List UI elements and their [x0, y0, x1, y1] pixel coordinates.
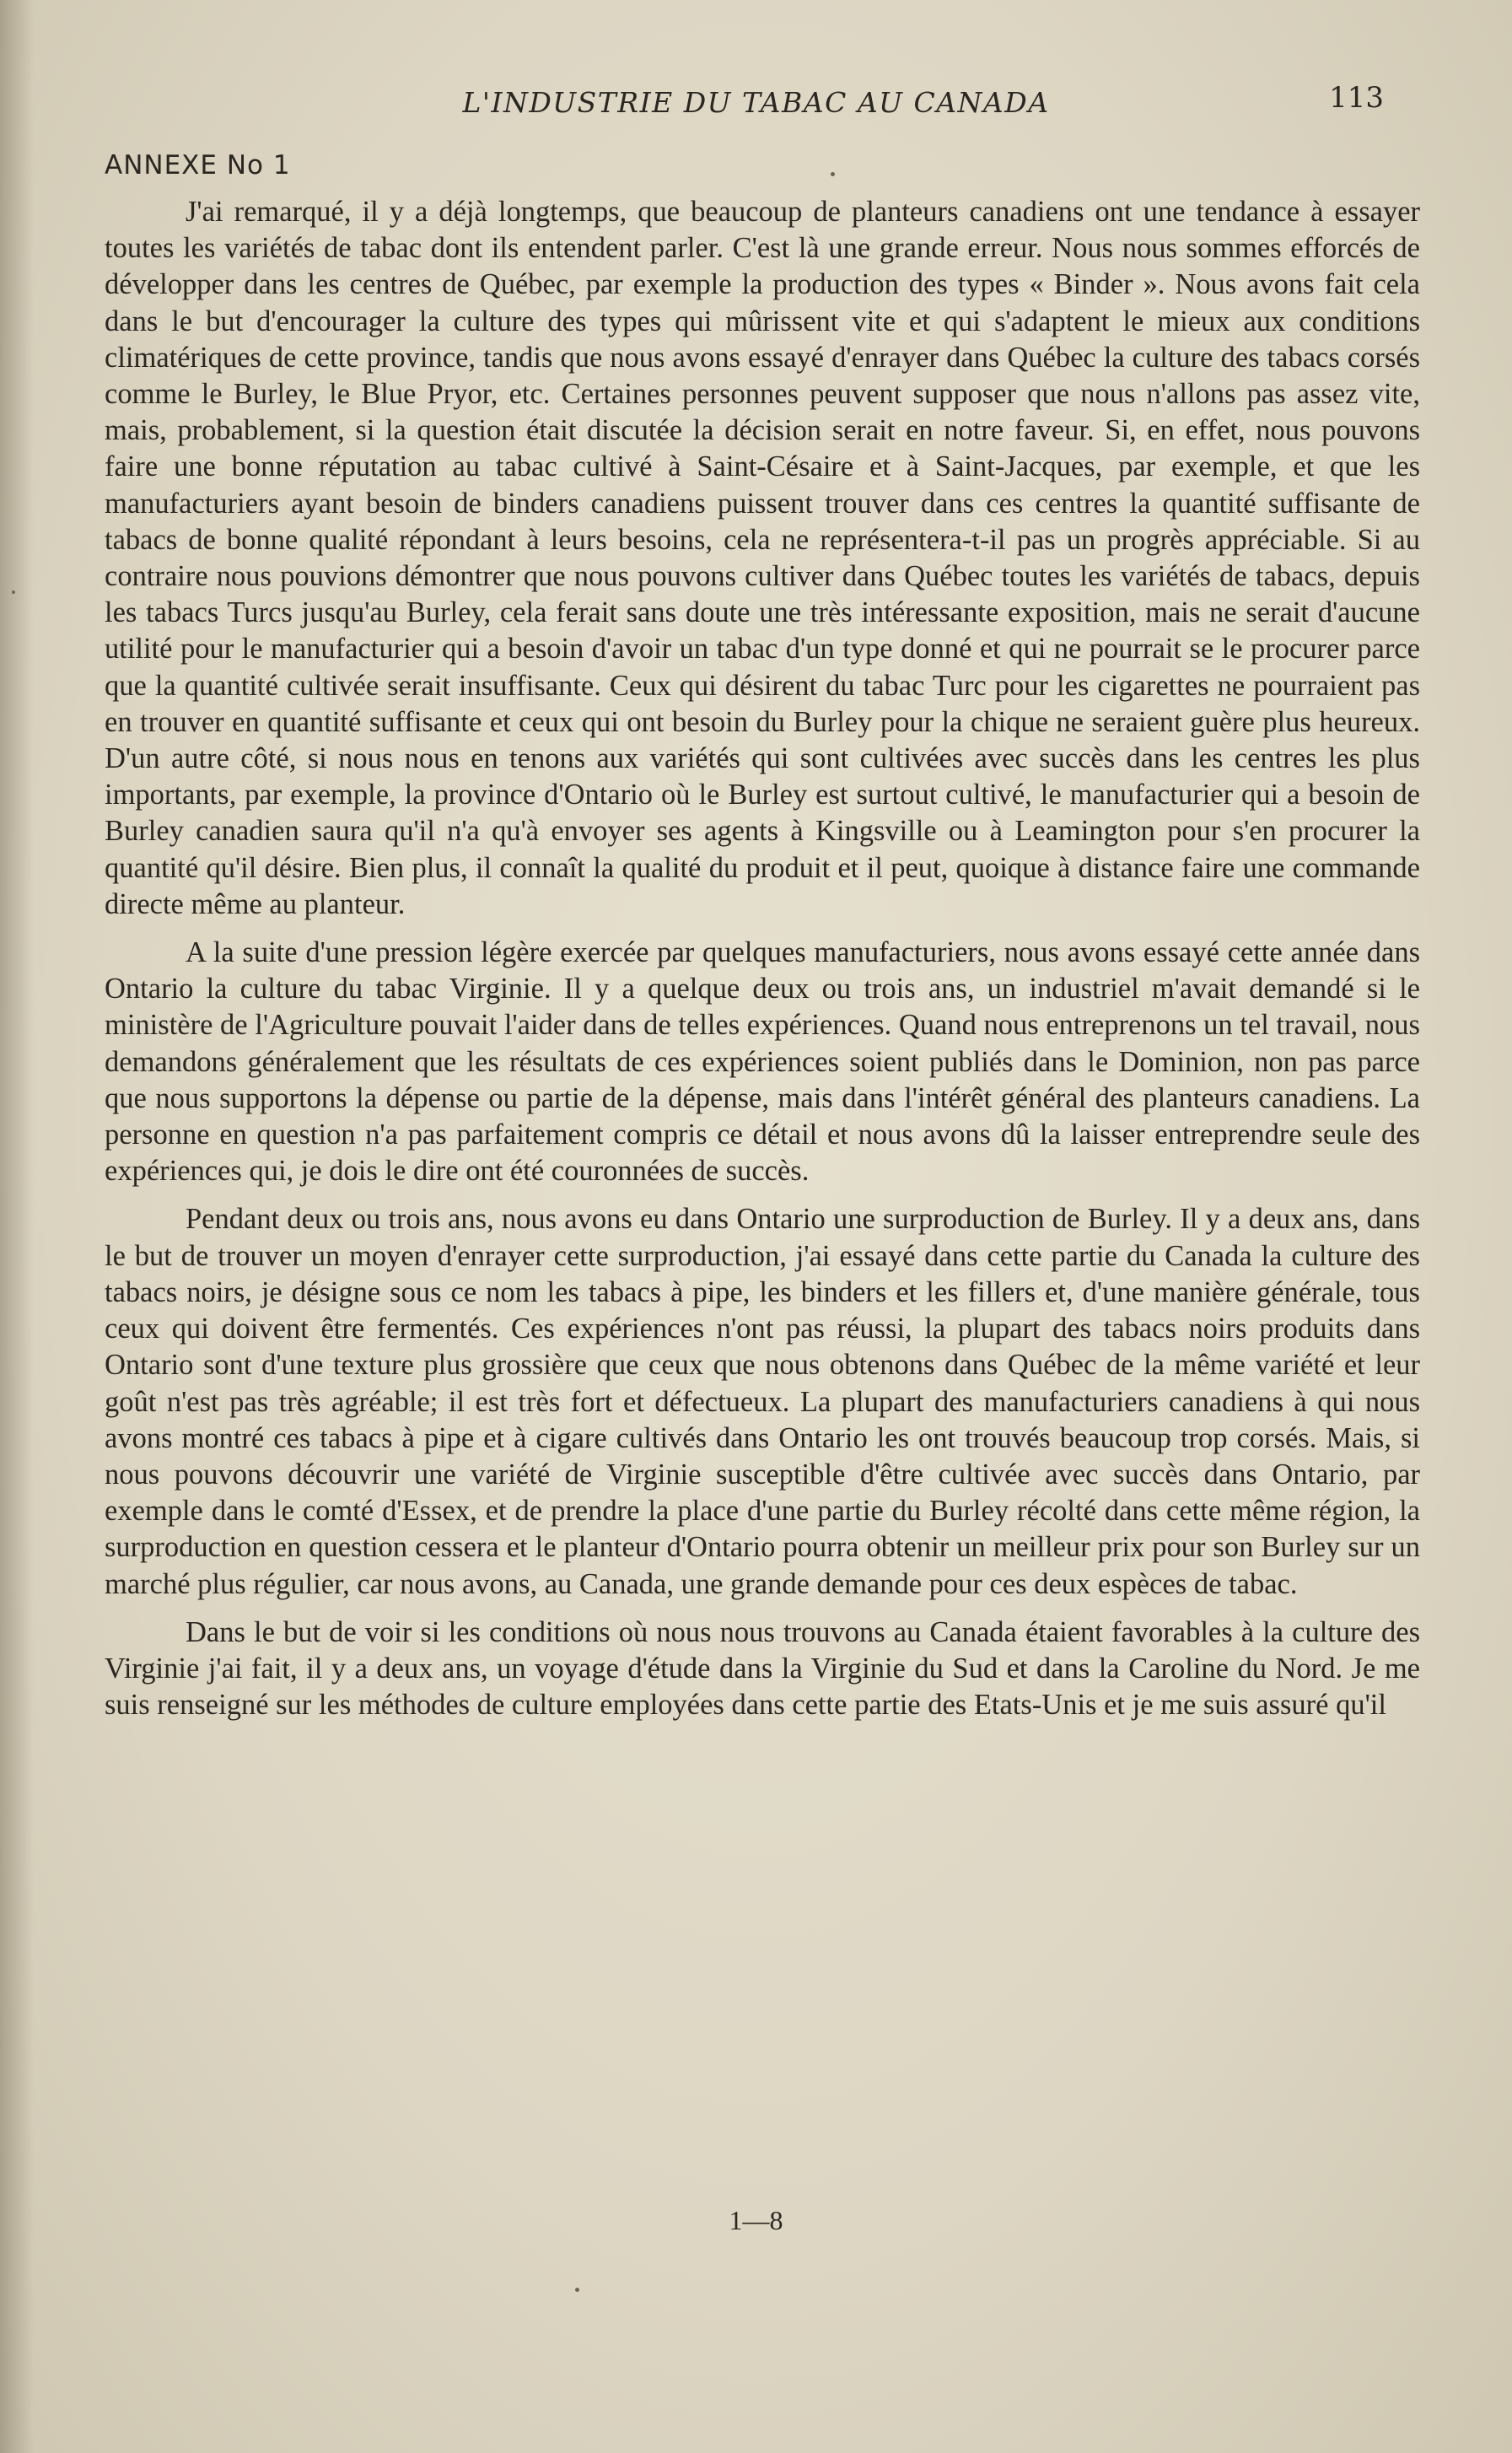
annex-heading: ANNEXE No 1: [105, 150, 291, 181]
signature-mark: 1—8: [729, 2205, 783, 2235]
speck-mark: [12, 590, 15, 594]
paragraph: Pendant deux ou trois ans, nous avons eu dans Ontario une surproduction de Burley. Il y a deux ans, dans le but de trouver un moyen d'enrayer cette surproduction, j'ai essayé dans cette partie du Canada la culture des tabacs noirs, je désigne sous ce nom les tabacs à pipe, les binders et les fillers et, d'une manière générale, tous ceux qui doivent être fermentés. Ces expériences n'ont pas réussi, la plupart des tabacs noirs produits dans Ontario sont d'une texture plus grossière que ceux que nous obtenons dans Québec de la même variété et leur goût n'est pas très agréable; il est très fort et défectueux. La plupart des manufacturiers canadiens à qui nous avons montré ces tabacs à pipe et à cigare cultivés dans Ontario les ont trouvés beaucoup trop corsés. Mais, si nous pouvons découvrir une variété de Virginie susceptible d'être cultivée avec succès dans Ontario, par exemple dans le comté d'Essex, et de prendre la place d'une partie du Burley récolté dans cette même région, la surproduction en question cessera et le planteur d'Ontario pourra obtenir un meilleur prix pour son Burley sur un marché plus régulier, car nous avons, au Canada, une grande demande pour ces deux espèces de tabac.: [105, 1203, 1420, 1600]
speck-mark: [575, 2288, 579, 2292]
body-text: [105, 194, 1420, 1723]
speck-mark: [831, 172, 835, 176]
paragraph: Dans le but de voir si les conditions où nous nous trouvons au Canada étaient favorables à la culture des Virginie j'ai fait, il y a deux ans, un voyage d'étude dans la Virginie du Sud et dans la Caroline du Nord. Je me suis renseigné sur les méthodes de culture employées dans cette partie des Etats-Unis et je me suis assuré qu'il: [105, 1615, 1420, 1722]
page-edge-shadow: [0, 0, 34, 2453]
paragraph: J'ai remarqué, il y a déjà longtemps, que beaucoup de planteurs canadiens ont une tendance à essayer toutes les variétés de tabac dont ils entendent parler. C'est là une grande erreur. Nous nous sommes efforcés de développer dans les centres de Québec, par exemple la production des types « Binder ». Nous avons fait cela dans le but d'encourager la culture des types qui mûrissent vite et qui s'adaptent le mieux aux conditions climatériques de cette province, tandis que nous avons essayé d'enrayer dans Québec la culture des tabacs corsés comme le Burley, le Blue Pryor, etc. Certaines personnes peuvent supposer que nous n'allons pas assez vite, mais, probablement, si la question était discutée la décision serait en notre faveur. Si, en effet, nous pouvons faire une bonne réputation au tabac cultivé à Saint-Césaire et à Saint-Jacques, par exemple, et que les manufacturiers ayant besoin de binders canadiens puissent trouver dans ces centres la quantité suffisante de tabacs de bonne qualité répondant à leurs besoins, cela ne représentera-t-il pas un progrès appréciable. Si au contraire nous pouvions démontrer que nous pouvons cultiver dans Québec toutes les variétés de tabacs, depuis les tabacs Turcs jusqu'au Burley, cela ferait sans doute une très intéressante exposition, mais ne serait d'aucune utilité pour le manufacturier qui a besoin d'avoir un tabac d'un type donné et qui ne pourrait se le procurer parce que la quantité cultivée serait insuffisante. Ceux qui désirent du tabac Turc pour les cigarettes ne pourraient pas en trouver en quantité suffisante et ceux qui ont besoin du Burley pour la chique ne seraient guère plus heureux. D'un autre côté, si nous nous en tenons aux variétés qui sont cultivées avec succès dans les centres les plus importants, par exemple, la province d'Ontario où le Burley est surtout cultivé, le manufacturier qui a besoin de Burley canadien saura qu'il n'a qu'à envoyer ses agents à Kingsville ou à Leamington pour s'en procurer la quantité qu'il désire. Bien plus, il connaît la qualité du produit et il peut, quoique à distance faire une commande directe même au planteur.: [105, 196, 1420, 920]
running-title: L'INDUSTRIE DU TABAC AU CANADA: [462, 86, 1050, 119]
page-number: 113: [1329, 81, 1384, 115]
paragraph: A la suite d'une pression légère exercée par quelques manufacturiers, nous avons essayé cette année dans Ontario la culture du tabac Virginie. Il y a quelque deux ou trois ans, un industriel m'avait demandé si le ministère de l'Agriculture pouvait l'aider dans de telles expériences. Quand nous entreprenons un tel travail, nous demandons généralement que les résultats de ces expériences soient publiés dans le Dominion, non pas parce que nous supportons la dépense ou partie de la dépense, mais dans l'intérêt général des planteurs canadiens. La personne en question n'a pas parfaitement compris ce détail et nous avons dû la laisser entreprendre seule des expériences qui, je dois le dire ont été couronnées de succès.: [105, 936, 1420, 1188]
